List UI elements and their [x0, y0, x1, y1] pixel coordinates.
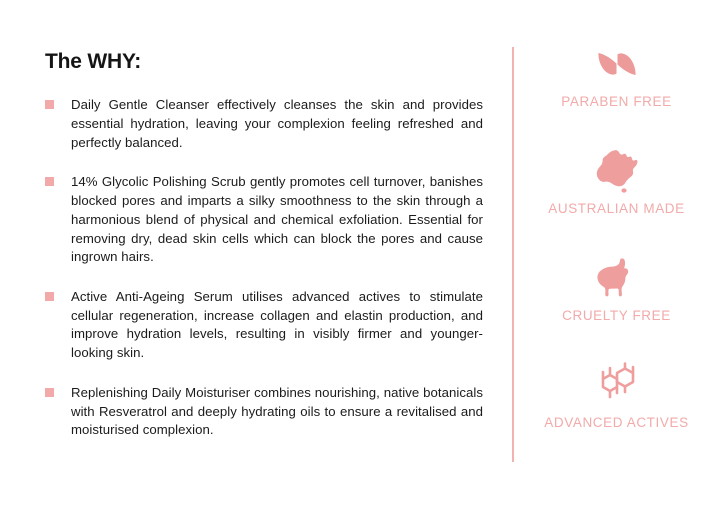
square-bullet-icon	[45, 100, 54, 109]
badge-label: ADVANCED ACTIVES	[544, 415, 689, 430]
square-bullet-icon	[45, 292, 54, 301]
badge-paraben-free	[513, 40, 720, 147]
badges-column	[513, 40, 720, 470]
badge-label: PARABEN FREE	[561, 94, 672, 109]
list-item-text: Daily Gentle Cleanser effectively cleanses the skin and provides essential hydration, leaving your complexion feeling refreshed and perfectly balanced.	[71, 97, 483, 150]
australia-map-icon	[593, 147, 641, 195]
molecule-icon	[593, 361, 641, 409]
list-item	[45, 384, 483, 440]
list-item-text: 14% Glycolic Polishing Scrub gently promotes cell turnover, banishes blocked pores and imparts a silky smoothness to the skin through a harmonious blend of physical and chemical exfoliation. Essential for removing dry, dead skin cells which can block the pores and cause ingrown hairs.	[71, 174, 483, 265]
badge-label: AUSTRALIAN MADE	[548, 201, 685, 216]
badge-australian-made	[513, 147, 720, 254]
list-item	[45, 96, 483, 152]
page-title: The WHY:	[45, 50, 141, 73]
rabbit-icon	[594, 254, 640, 302]
list-item	[45, 288, 483, 363]
leaves-icon	[595, 40, 639, 88]
why-section	[45, 50, 483, 440]
benefits-list	[45, 96, 483, 440]
square-bullet-icon	[45, 388, 54, 397]
badge-label: CRUELTY FREE	[562, 308, 671, 323]
list-item	[45, 173, 483, 267]
list-item-text: Replenishing Daily Moisturiser combines nourishing, native botanicals with Resveratrol and deeply hydrating oils to ensure a revitalised and moisturised complexion.	[71, 384, 483, 438]
badge-cruelty-free	[513, 254, 720, 361]
badge-advanced-actives	[513, 361, 720, 468]
list-item-text: Active Anti-Ageing Serum utilises advanced actives to stimulate cellular regeneration, increase collagen and elastin production, and improve hydration levels, resulting in visibly firmer and younger-looking skin.	[71, 288, 483, 361]
square-bullet-icon	[45, 177, 54, 186]
